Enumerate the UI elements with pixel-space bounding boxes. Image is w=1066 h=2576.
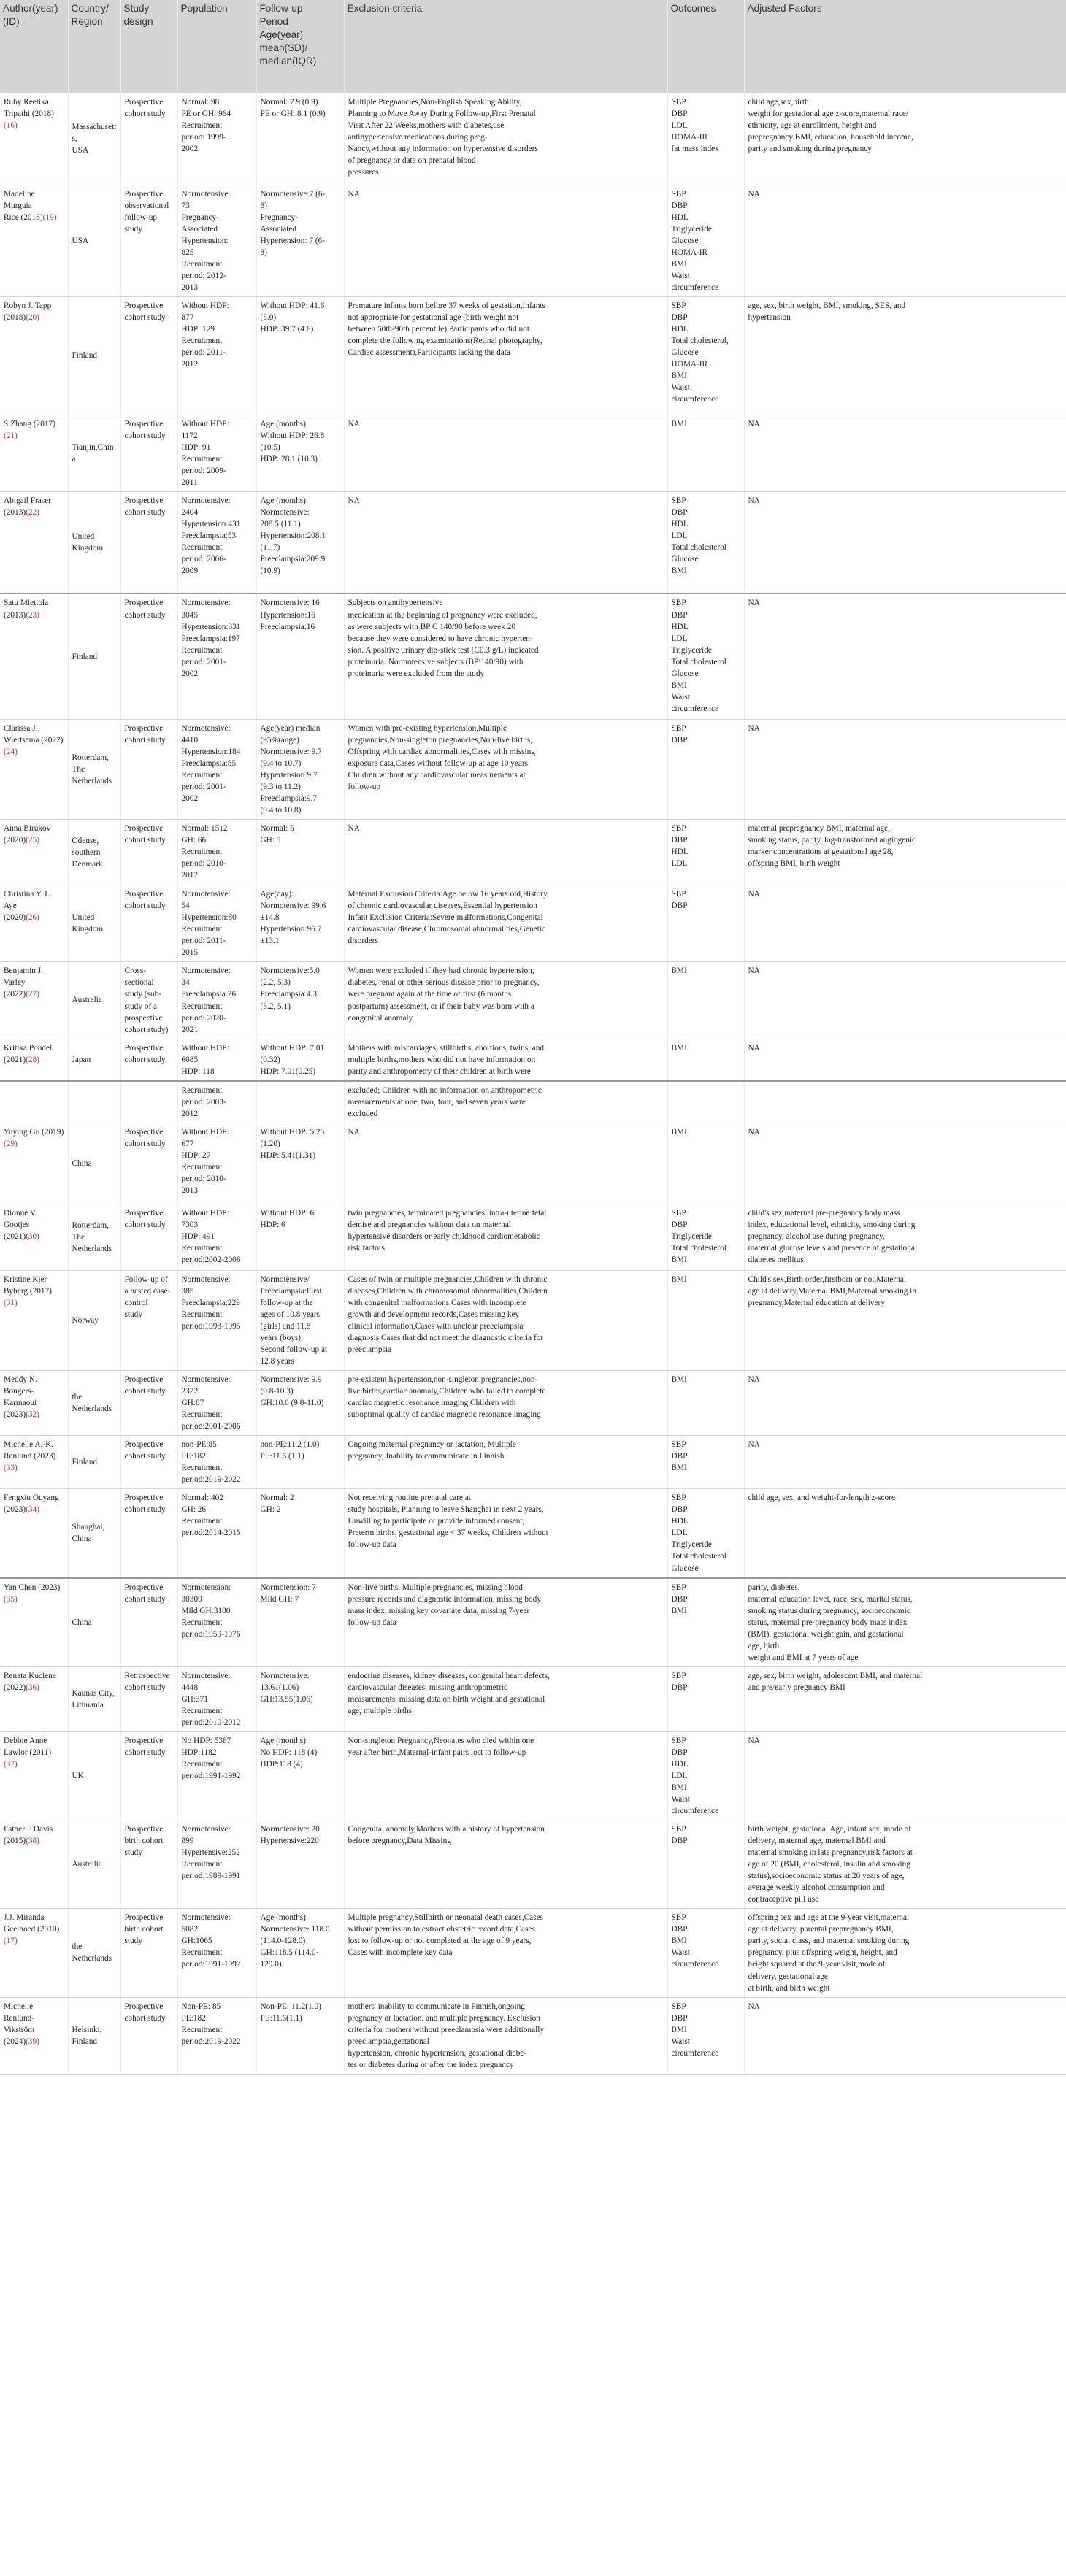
cell-outcomes: SBP DBP HDL LDL BMI Waist circumference [667, 1731, 744, 1820]
cell-population: non-PE:85 PE:182 Recruitment period:2019-2022 [177, 1436, 256, 1489]
table-row [0, 885, 1066, 962]
cell-population: Without HDP: 677 HDP: 27 Recruitment period: 2010- 2013 [177, 1123, 256, 1204]
author-name: Kritika Poudel (2021) [4, 1043, 53, 1064]
author-name: S Zhang (2017) [4, 419, 55, 428]
cell-followup: Age(year) median (95%range) Normotensive: 9.7 (9.4 to 10.7) Hypertension:9.7 (9.3 to 11.2) Preeclampsia:9.7 (9.4 to 10.8) [256, 719, 344, 819]
author-name: Renata Kuciene (2022) [4, 1671, 56, 1692]
cell-exclusion: Multiple pregnancy,Stillbirth or neonatal death cases,Cases without permission to extract obstetric record data,Cases lost to follow-up or not completed at the age of 9 years, Cases with incomplete key data [344, 1909, 667, 1997]
cell-author [0, 1081, 68, 1123]
cell-adjusted: NA [744, 719, 1066, 819]
author-name: Anna Birukov (2020) [4, 824, 51, 845]
cell-design: Prospective cohort study [120, 820, 177, 885]
cell-adjusted: child age,sex,birth weight for gestational age z-score,maternal race/ ethnicity, age at enrollment, height and prepregnancy BMI, education, household income, parity and smoking during pregnancy [744, 93, 1066, 185]
cell-country: Kaunas City, Lithuania [68, 1666, 120, 1731]
cell-country: United Kingdom [68, 885, 120, 962]
table-row [0, 1731, 1066, 1820]
author-name: Ruby Reetika Tripathi (2018) [4, 98, 54, 119]
table-row [0, 1123, 1066, 1204]
table-row [0, 820, 1066, 885]
cell-design: Prospective cohort study [120, 1489, 177, 1578]
cell-design: Prospective cohort study [120, 1371, 177, 1436]
cell-outcomes: SBP DBP HDL Total cholesterol, Glucose HOMA-IR BMI Waist circumference [667, 296, 744, 415]
cell-design: Prospective cohort study [120, 1578, 177, 1667]
header-exclusion: Exclusion criteria [344, 0, 667, 93]
cell-country: the Netherlands [68, 1909, 120, 1997]
table-row [0, 1436, 1066, 1489]
table-row [0, 296, 1066, 415]
cell-followup: Normotension: 7 Mild GH: 7 [256, 1578, 344, 1667]
author-name: Yan Chen (2023) [4, 1583, 61, 1592]
cell-exclusion: excluded; Children with no information on anthropometric measurements at one, two, four, and seven years were excluded [344, 1081, 667, 1123]
cell-outcomes: BMI [667, 1123, 744, 1204]
cell-design: Prospective cohort study [120, 1123, 177, 1204]
cell-exclusion: Maternal Exclusion Criteria:Age below 16 years old,History of chronic cardiovascular diseases,Essential hypertension Infant Exclusion Criteria:Severe malformations,Congenital cardiovascular disease,Chromosomal abnormalities,Genetic disorders [344, 885, 667, 962]
cell-adjusted: age, sex, birth weight, BMI, smoking, SES, and hypertension [744, 296, 1066, 415]
reference-link[interactable]: (22) [26, 508, 39, 517]
cell-author [0, 820, 68, 885]
cell-exclusion: Mothers with miscarriages, stillbirths, abortions, twins, and multiple births,mothers who did not have information on parity and anthropometry of their children at birth were [344, 1039, 667, 1081]
table-row [0, 593, 1066, 719]
cell-adjusted: NA [744, 185, 1066, 296]
table-row [0, 1039, 1066, 1081]
cell-outcomes: SBP DBP [667, 1820, 744, 1909]
cell-exclusion: twin pregnancies, terminated pregnancies, intra-uterine fetal demise and pregnancies without data on maternal hypertensive disorders or early childhood cardiometabolic risk factors [344, 1204, 667, 1270]
cell-country: Japan [68, 1039, 120, 1081]
reference-link[interactable]: (25) [26, 836, 39, 845]
cell-adjusted: NA [744, 1123, 1066, 1204]
cell-population: Without HDP: 1172 HDP: 91 Recruitment period: 2009- 2011 [177, 415, 256, 491]
reference-link[interactable]: (32) [26, 1410, 39, 1420]
cell-design: Prospective cohort study [120, 1731, 177, 1820]
cell-country: Australia [68, 1820, 120, 1909]
author-name: Dionne V. Gootjes (2021) [4, 1208, 37, 1241]
cell-population: Normotensive: 2404 Hypertension:431 Preeclampsia:53 Recruitment period: 2006- 2009 [177, 491, 256, 593]
table-header [0, 0, 1066, 93]
cell-population: Recruitment period: 2003- 2012 [177, 1081, 256, 1123]
cell-adjusted: birth weight, gestational Age, infant sex, mode of delivery, maternal age, maternal BMI and maternal smoking in late pregnancy,risk factors at age of 20 (BMI, cholesterol, insulin and smoking status),socioeconomic status at 20 years of age, average weekly alcohol consumption and contraceptive pill use [744, 1820, 1066, 1909]
cell-population: Normotensive: 4410 Hypertension:184 Preeclampsia:85 Recruitment period: 2001- 2002 [177, 719, 256, 819]
reference-link[interactable]: (23) [26, 610, 39, 620]
cell-outcomes: SBP DBP BMI Waist circumference [667, 1909, 744, 1997]
cell-author [0, 1123, 68, 1204]
table-row [0, 93, 1066, 185]
cell-exclusion: NA [344, 415, 667, 491]
cell-followup [256, 1081, 344, 1123]
cell-outcomes: SBP DBP HDL LDL Triglyceride Total cholesterol Glucose [667, 1489, 744, 1578]
cell-outcomes [667, 1081, 744, 1123]
cell-design: Prospective cohort study [120, 1039, 177, 1081]
header-population: Population [177, 0, 256, 93]
cell-design: Prospective birth cohort study [120, 1909, 177, 1997]
cell-author [0, 1489, 68, 1578]
reference-link[interactable]: (17) [4, 1937, 18, 1946]
cell-outcomes: BMI [667, 962, 744, 1039]
table-row [0, 1909, 1066, 1997]
cell-country: the Netherlands [68, 1371, 120, 1436]
cell-country: Finland [68, 593, 120, 719]
cell-author [0, 93, 68, 185]
cell-author [0, 1909, 68, 1997]
reference-link[interactable]: (38) [26, 1837, 39, 1846]
cell-design: Prospective cohort study [120, 1204, 177, 1270]
cell-design: Follow-up of a nested case- control study [120, 1270, 177, 1370]
cell-exclusion: Non-live births, Multiple pregnancies, missing blood pressure records and diagnostic information, missing body mass index, missing key covariate data, missing 7-year follow-up data [344, 1578, 667, 1667]
reference-link[interactable]: (34) [26, 1505, 39, 1515]
cell-author [0, 1731, 68, 1820]
cell-population: No HDP: 5367 HDP:1182 Recruitment period:1991-1992 [177, 1731, 256, 1820]
reference-link[interactable]: (39) [26, 2037, 39, 2046]
cell-followup: Age (months): Normotensive: 118.0 (114.0-128.0) GH:118.5 (114.0- 129.0) [256, 1909, 344, 1997]
cell-exclusion: Subjects on antihypertensive medication at the beginning of pregnancy were excluded, as were subjects with BP C 140/90 before week 20 because they were considered to have chronic hyperten- sion. A positive urinary dip-stick test (C0.3 g/L) indicated proteinuria. Normotensive subjects (BP\140/90) with proteinuria were excluded from the study [344, 593, 667, 719]
reference-link[interactable]: (33) [4, 1464, 18, 1473]
cell-adjusted: NA [744, 491, 1066, 593]
cell-design: Prospective cohort study [120, 1997, 177, 2074]
header-country: Country/ Region [68, 0, 120, 93]
cell-population: Normotensive: 34 Preeclampsia:26 Recruitment period: 2020- 2021 [177, 962, 256, 1039]
cell-design: Prospective cohort study [120, 593, 177, 719]
cell-population: Normotensive: 5082 GH:1065 Recruitment period:1991-1992 [177, 1909, 256, 1997]
cell-population: Without HDP: 7303 HDP: 491 Recruitment period:2002-2006 [177, 1204, 256, 1270]
table-row [0, 1489, 1066, 1578]
cell-country: China [68, 1123, 120, 1204]
reference-link[interactable]: (28) [26, 1055, 39, 1064]
author-name: Michelle Renlund-Vikström (2024) [4, 2002, 35, 2046]
cell-exclusion: Premature infants born before 37 weeks of gestation,Infants not appropriate for gestational age (birth weight not between 50th-90th percentile),Participants who did not complete the following examinations(Retinal photography, Cardiac assessment),Participants lacking the data [344, 296, 667, 415]
cell-followup: Age(day): Normotensive: 99.6 ±14.8 Hypertension:96.7 ±13.1 [256, 885, 344, 962]
author-name: Clarissa J. Wiertsema (2022) [4, 723, 64, 745]
cell-followup: Normotensive/ Preeclampsia:First follow-up at the ages of 10.8 years (girls) and 11.8 years (boys); Second follow-up at 12.8 years [256, 1270, 344, 1370]
cell-adjusted: NA [744, 1039, 1066, 1081]
cell-country: Australia [68, 962, 120, 1039]
cell-country: Odense, southern Denmark [68, 820, 120, 885]
cell-population: Normotensive: 2322 GH:87 Recruitment period:2001-2006 [177, 1371, 256, 1436]
author-name: Yuying Gu (2019) [4, 1127, 64, 1137]
cell-author [0, 296, 68, 415]
cell-design: Prospective cohort study [120, 1436, 177, 1489]
reference-link[interactable]: (35) [4, 1594, 18, 1604]
table-row [0, 1820, 1066, 1909]
table-row [0, 962, 1066, 1039]
cell-adjusted: NA [744, 593, 1066, 719]
author-name: Abigail Fraser (2013) [4, 496, 51, 517]
table-row [0, 1204, 1066, 1270]
cell-adjusted: NA [744, 885, 1066, 962]
reference-link[interactable]: (37) [4, 1759, 18, 1769]
cell-followup: Normotensive: 13.61(1.06) GH:13.55(1.06) [256, 1666, 344, 1731]
cell-country: Rotterdam, The Netherlands [68, 1204, 120, 1270]
cell-adjusted: child's sex,maternal pre-pregnancy body mass index, educational level, ethnicity, smoking during pregnancy, alcohol use during pregnancy, maternal glucose levels and presence of gestational diabetes mellitus. [744, 1204, 1066, 1270]
cell-outcomes: SBP DBP LDL HOMA-IR fat mass index [667, 93, 744, 185]
cell-followup: Without HDP: 41.6 (5.0) HDP: 39.7 (4.6) [256, 296, 344, 415]
table-row [0, 719, 1066, 819]
cell-followup: Without HDP: 5.25 (1.20) HDP: 5.41(1.31) [256, 1123, 344, 1204]
cell-followup: Age (months): Without HDP: 26.8 (10.5) HDP: 28.1 (10.3) [256, 415, 344, 491]
cell-population: Normal: 1512 GH: 66 Recruitment period: 2010- 2012 [177, 820, 256, 885]
cell-outcomes: SBP DBP Triglyceride Total cholesterol BMI [667, 1204, 744, 1270]
cell-exclusion: mothers' inability to communicate in Finnish,ongoing pregnancy or lactation, and multiple pregnancy. Exclusion criteria for mothers without preeclampsia were additionally preeclampsia,gestational hypertension, chronic hypertension, gestational diabe- tes or diabetes during or after the index pregnancy [344, 1997, 667, 2074]
cell-followup: Non-PE: 11.2(1.0) PE:11.6(1.1) [256, 1997, 344, 2074]
cell-outcomes: SBP DBP HDL LDL [667, 820, 744, 885]
cell-population: Normotensive: 3045 Hypertension:331 Preeclampsia:197 Recruitment period: 2001- 2002 [177, 593, 256, 719]
table-row [0, 1371, 1066, 1436]
cell-followup: Without HDP: 6 HDP: 6 [256, 1204, 344, 1270]
cell-country: Shanghai, China [68, 1489, 120, 1578]
cell-design: Prospective cohort study [120, 93, 177, 185]
cell-exclusion: NA [344, 1123, 667, 1204]
cell-exclusion: Congenital anomaly,Mothers with a history of hypertension before pregnancy,Data Missing [344, 1820, 667, 1909]
header-followup: Follow-up Period Age(year) mean(SD)/ median(IQR) [256, 0, 344, 93]
cell-outcomes: SBP DBP BMI Waist circumference [667, 1997, 744, 2074]
cell-design: Prospective cohort study [120, 415, 177, 491]
table-row [0, 185, 1066, 296]
author-name: J.J. Miranda Geelhoed (2010) [4, 1913, 60, 1934]
cell-population: Normotensive: 385 Preeclampsia:229 Recruitment period:1993-1995 [177, 1270, 256, 1370]
cell-outcomes: SBP DBP BMI [667, 1578, 744, 1667]
cell-author [0, 962, 68, 1039]
cell-author [0, 185, 68, 296]
table-row [0, 1081, 1066, 1123]
cell-design: Prospective observational follow-up study [120, 185, 177, 296]
cell-adjusted: NA [744, 1731, 1066, 1820]
cell-author [0, 1039, 68, 1081]
cell-author [0, 491, 68, 593]
cell-adjusted: Child's sex,Birth order,firstborn or not,Maternal age at delivery,Maternal BMI,Maternal smoking in pregnancy,Maternal education at delivery [744, 1270, 1066, 1370]
cell-population: Normotensive: 73 Pregnancy- Associated Hypertension: 825 Recruitment period: 2012- 2013 [177, 185, 256, 296]
cell-exclusion: Women with pre-existing hypertension,Multiple pregnancies,Non-singleton pregnancies,Non-live births, Offspring with cardiac abnormalities,Cases with missing exposure data,Cases without follow-up at age 10 years Children without any cardiovascular measurements at follow-up [344, 719, 667, 819]
reference-link[interactable]: (20) [26, 312, 39, 322]
author-name: Christina Y. L. Aye (2020) [4, 890, 52, 923]
cell-exclusion: endocrine diseases, kidney diseases, congenital heart defects, cardiovascular diseases, missing anthropometric measurements, missing data on birth weight and gestational age, multiple births [344, 1666, 667, 1731]
cell-country: Tianjin,China [68, 415, 120, 491]
header-author: Author(year) (ID) [0, 0, 68, 93]
cell-exclusion: Women were excluded if they had chronic hypertension, diabetes, renal or other serious disease prior to pregnancy, were pregnant again at the time of first (6 months postpartum) assessment, or if their baby was born with a congenital anomaly [344, 962, 667, 1039]
cell-outcomes: SBP DBP [667, 885, 744, 962]
author-name: Madeline Murguia Rice (2018) [4, 189, 43, 222]
cell-adjusted: offspring sex and age at the 9-year visit,maternal age at delivery, parental prepregnancy BMI, parity, social class, and maternal smoking during pregnancy, plus offspring weight, height, and height squared at the 9-year visit,mode of delivery, gestational age at birth, and birth weight [744, 1909, 1066, 1997]
cell-design: Prospective cohort study [120, 885, 177, 962]
header-adjusted: Adjusted Factors [744, 0, 1066, 93]
author-name: Debbie Anne Lawlor (2011) [4, 1736, 52, 1757]
cell-followup: Normal: 5 GH: 5 [256, 820, 344, 885]
cell-design: Retrospective cohort study [120, 1666, 177, 1731]
author-name: Robyn J. Tapp (2018) [4, 301, 52, 322]
table-body [0, 93, 1066, 2074]
cell-author [0, 1204, 68, 1270]
reference-link[interactable]: (30) [26, 1231, 39, 1241]
cell-outcomes: BMI [667, 1039, 744, 1081]
cell-followup: Age (months): Normotensive: 208.5 (11.1) Hypertension:208.1 (11.7) Preeclampsia:209.9 (10.9) [256, 491, 344, 593]
cell-adjusted: NA [744, 962, 1066, 1039]
cell-outcomes: SBP DBP HDL LDL Total cholesterol Glucose BMI [667, 491, 744, 593]
cell-exclusion: Multiple Pregnancies,Non-English Speaking Ability, Planning to Move Away During Follow-up,First Prenatal Visit After 22 Weeks,mothers with diabetes,use antihypertensive medications during preg- Nancy,without any information on hypertensive disorders of pregnancy or data on prenatal blood pressures [344, 93, 667, 185]
cell-population: Normal: 98 PE or GH: 964 Recruitment period: 1999- 2002 [177, 93, 256, 185]
cell-followup: Normotensive: 9.9 (9.8-10.3) GH:10.0 (9.8-11.0) [256, 1371, 344, 1436]
cell-author [0, 1997, 68, 2074]
cell-country: Massachusetts, USA [68, 93, 120, 185]
cell-country: Rotterdam, The Netherlands [68, 719, 120, 819]
cell-exclusion: Cases of twin or multiple pregnancies,Children with chronic diseases,Children with chromosomal abnormalities,Children with congenital malformations,Cases with incomplete growth and development records,Cases missing key clinical information,Cases with unclear preeclampsia diagnosis,Cases that did not meet the diagnostic criteria for preeclampsia [344, 1270, 667, 1370]
cell-population: Normotensive: 899 Hypertensive:252 Recruitment period:1989-1991 [177, 1820, 256, 1909]
cell-exclusion: NA [344, 820, 667, 885]
cell-country: UK [68, 1731, 120, 1820]
cell-population: Normotension: 30309 Mild GH:3180 Recruitment period:1959-1976 [177, 1578, 256, 1667]
cell-outcomes: BMI [667, 415, 744, 491]
reference-link[interactable]: (27) [26, 990, 39, 999]
cell-outcomes: BMI [667, 1371, 744, 1436]
cell-exclusion: Non-singleton Pregnancy,Neonates who died within one year after birth,Maternal-infant pairs lost to follow-up [344, 1731, 667, 1820]
author-name: Esther F Davis (2015) [4, 1825, 53, 1846]
cell-outcomes: SBP DBP HDL LDL Triglyceride Total cholesterol Glucose BMI Waist circumference [667, 593, 744, 719]
cell-population: Normotensive: 4448 GH:371 Recruitment period:2010-2012 [177, 1666, 256, 1731]
author-name: Kristine Kjer Byberg (2017) [4, 1274, 52, 1296]
header-row [0, 0, 1066, 93]
cell-design: Prospective birth cohort study [120, 1820, 177, 1909]
cell-adjusted: parity, diabetes, maternal education level, race, sex, marital status, smoking status during pregnancy, socioeconomic status, maternal pre-pregnancy body mass index (BMI), gestational weight gain, and gestational age, birth weight and BMI at 7 years of age [744, 1578, 1066, 1667]
cell-population: Without HDP: 877 HDP: 129 Recruitment period: 2011- 2012 [177, 296, 256, 415]
cell-followup: non-PE:11.2 (1.0) PE:11.6 (1.1) [256, 1436, 344, 1489]
author-name: Meddy N. Bongers-Karmaoui (2023) [4, 1375, 37, 1420]
cell-country [68, 1081, 120, 1123]
cell-population: Normal: 402 GH: 26 Recruitment period:2014-2015 [177, 1489, 256, 1578]
cell-outcomes: SBP DBP BMI [667, 1436, 744, 1489]
author-name: Benjamin J. Varley (2022) [4, 966, 43, 999]
cell-country: Helsinki, Finland [68, 1997, 120, 2074]
cell-country: Finland [68, 296, 120, 415]
cell-followup: Normal: 2 GH: 2 [256, 1489, 344, 1578]
cell-country: China [68, 1578, 120, 1667]
cell-country: Finland [68, 1436, 120, 1489]
header-design: Study design [120, 0, 177, 93]
cell-outcomes: BMI [667, 1270, 744, 1370]
cell-adjusted: child age, sex, and weight-for-length z-score [744, 1489, 1066, 1578]
cell-population: Without HDP: 6085 HDP: 118 [177, 1039, 256, 1081]
cell-exclusion: NA [344, 185, 667, 296]
cell-followup: Without HDP: 7.01 (0.32) HDP: 7.01(0.25) [256, 1039, 344, 1081]
cell-author [0, 1578, 68, 1667]
cell-design: Prospective cohort study [120, 719, 177, 819]
cell-outcomes: SBP DBP HDL Triglyceride Glucose HOMA-IR BMI Waist circumference [667, 185, 744, 296]
cell-followup: Normotensive: 16 Hypertension:16 Preeclampsia:16 [256, 593, 344, 719]
cell-adjusted: NA [744, 415, 1066, 491]
cell-design: Prospective cohort study [120, 491, 177, 593]
cell-adjusted [744, 1081, 1066, 1123]
cell-exclusion: pre-existent hypertension,non-singleton pregnancies,non- live births,cardiac anomaly,Children who failed to complete cardiac magnetic resonance imaging,Children with suboptimal quality of cardiac magnetic resonance imaging [344, 1371, 667, 1436]
cell-author [0, 885, 68, 962]
table-row [0, 1666, 1066, 1731]
cell-design: Cross- sectional study (sub- study of a prospective cohort study) [120, 962, 177, 1039]
cell-author [0, 1371, 68, 1436]
cell-design: Prospective cohort study [120, 296, 177, 415]
cell-author [0, 1270, 68, 1370]
cell-author [0, 1436, 68, 1489]
author-name: Michelle A.-K. Renlund (2023) [4, 1440, 56, 1461]
cell-adjusted: age, sex, birth weight, adolescent BMI, and maternal and pre/early pregnancy BMI [744, 1666, 1066, 1731]
cell-population: Non-PE: 85 PE:182 Recruitment period:2019-2022 [177, 1997, 256, 2074]
cell-outcomes: SBP DBP [667, 1666, 744, 1731]
cell-adjusted: maternal prepregnancy BMI, maternal age, smoking status, parity, log-transformed angiogenic marker concentrations at gestational age 28, offspring BMI, birth weight [744, 820, 1066, 885]
cell-population: Normotensive: 54 Hypertension:80 Recruitment period: 2011- 2015 [177, 885, 256, 962]
cell-author [0, 415, 68, 491]
table-row [0, 1270, 1066, 1370]
table-row [0, 491, 1066, 593]
reference-link[interactable]: (36) [26, 1683, 39, 1692]
cell-country: United Kingdom [68, 491, 120, 593]
cell-exclusion: Ongoing maternal pregnancy or lactation, Multiple pregnancy, Inability to communicate in Finnish [344, 1436, 667, 1489]
cell-outcomes: SBP DBP [667, 719, 744, 819]
cell-country: USA [68, 185, 120, 296]
cell-author [0, 1666, 68, 1731]
cell-adjusted: NA [744, 1997, 1066, 2074]
reference-link[interactable]: (29) [4, 1139, 18, 1148]
author-name: Fengxiu Ouyang (2023) [4, 1493, 59, 1515]
reference-link[interactable]: (26) [26, 913, 39, 923]
cell-country: Norway [68, 1270, 120, 1370]
reference-link[interactable]: (19) [42, 212, 57, 222]
cell-followup: Age (months): No HDP: 118 (4) HDP:118 (4) [256, 1731, 344, 1820]
reference-link[interactable]: (24) [4, 747, 18, 757]
table-row [0, 415, 1066, 491]
reference-link[interactable]: (16) [4, 121, 18, 131]
cell-author [0, 719, 68, 819]
reference-link[interactable]: (21) [4, 431, 18, 440]
author-name: Satu Miettola (2013) [4, 599, 49, 620]
cell-adjusted: NA [744, 1436, 1066, 1489]
cell-exclusion: NA [344, 491, 667, 593]
cell-followup: Normal: 7.9 (0.9) PE or GH: 8.1 (0.9) [256, 93, 344, 185]
cell-design [120, 1081, 177, 1123]
table-row [0, 1578, 1066, 1667]
table-row [0, 1997, 1066, 2074]
cell-followup: Normotensive: 20 Hypertensive:220 [256, 1820, 344, 1909]
cell-followup: Normotensive:5.0 (2.2, 5.3) Preeclampsia:4.3 (3.2, 5.1) [256, 962, 344, 1039]
cell-adjusted: NA [744, 1371, 1066, 1436]
cell-author [0, 1820, 68, 1909]
reference-link[interactable]: (31) [4, 1298, 18, 1307]
cell-followup: Normotensive:7 (6- 8) Pregnancy- Associated Hypertension: 7 (6- 8) [256, 185, 344, 296]
cell-exclusion: Not receiving routine prenatal care at study hospitals, Planning to leave Shanghai in next 2 years, Unwilling to participate or provide informed consent, Preterm births, gestational age < 37 weeks, Children without follow-up data [344, 1489, 667, 1578]
header-outcomes: Outcomes [667, 0, 744, 93]
cell-author [0, 593, 68, 719]
